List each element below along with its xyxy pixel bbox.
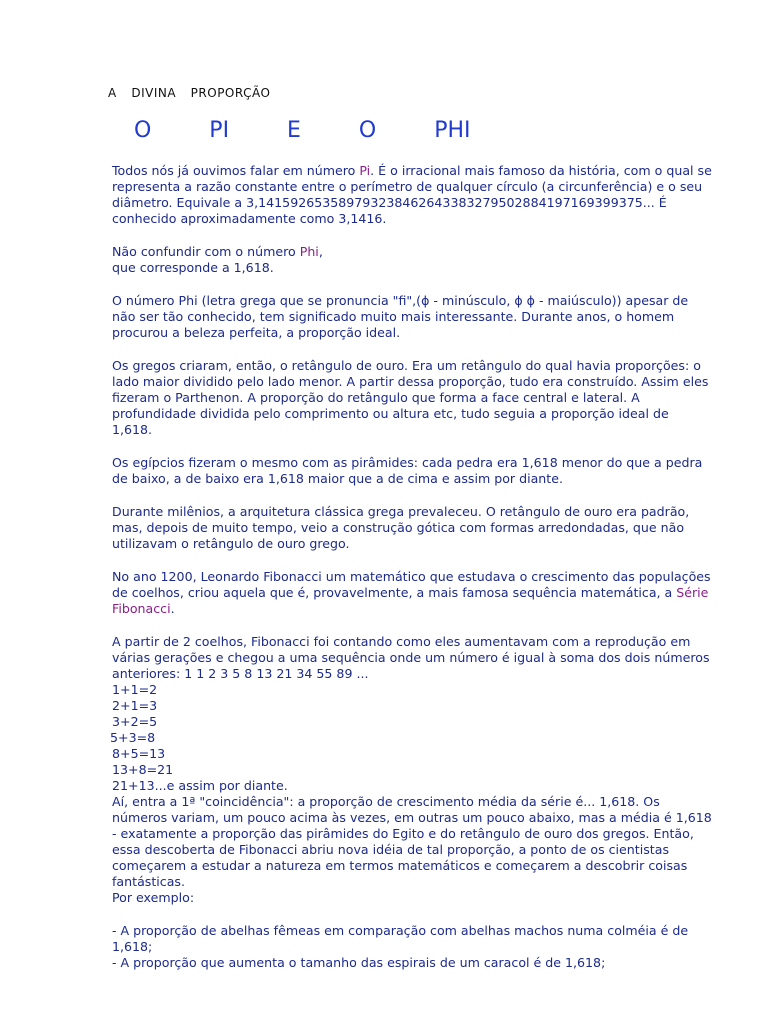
paragraph-greeks: Os gregos criaram, então, o retângulo de ouro. Era um retângulo do qual havia proporções: o lado maior dividido pelo lado menor. A partir dessa proporção, tudo era construído. Assim eles fizeram o Parthenon. A proporção do retângulo que forma a face central e lateral. A profundidade dividida pelo comprimento ou altura etc, tudo seguia a proporção ideal de 1,618. bbox=[112, 358, 709, 437]
sum-line: 13+8=21 bbox=[112, 762, 174, 777]
sum-line: 1+1=2 bbox=[112, 682, 158, 697]
paragraph-pi: Todos nós já ouvimos falar em número Pi. É o irracional mais famoso da história, com o qual se representa a razão constante entre o perímetro de qualquer círculo (a circunferência) e o seu diâmetro. Equivale a 3,1415926535897932384626433832795028841971693993​75... É conhecido aproximadamente como 3,1416. bbox=[112, 163, 712, 226]
paragraph-phi-letter: O número Phi (letra grega que se pronuncia "fi",(ϕ - minúsculo, ϕ ϕ - maiúsculo)) apesar de não ser tão conhecido, tem significado muito mais interessante. Durante anos, o homem procurou a beleza perfeita, a proporção ideal. bbox=[112, 293, 689, 340]
examples-list bbox=[112, 923, 712, 971]
document-body bbox=[112, 163, 712, 971]
paragraph-rabbits: A partir de 2 coelhos, Fibonacci foi contando como eles aumentavam com a reprodução em várias gerações e chegou a uma sequência onde um número é igual à soma dos dois números anteriores: 1 1 2 3 5 8 13 21 34 55 89 ... bbox=[112, 634, 710, 681]
paragraph-egyptians: Os egípcios fizeram o mesmo com as pirâmides: cada pedra era 1,618 menor do que a pedra de baixo, a de baixo era 1,618 maior que a de cima e assim por diante. bbox=[112, 455, 703, 486]
fibonacci-sums bbox=[112, 682, 712, 794]
sum-line: 3+2=5 bbox=[112, 714, 158, 729]
list-item: - A proporção de abelhas fêmeas em comparação com abelhas machos numa colméia é de 1,618; bbox=[112, 923, 689, 954]
sum-line: 5+3=8 bbox=[110, 730, 156, 745]
paragraph-fibonacci: No ano 1200, Leonardo Fibonacci um matemático que estudava o crescimento das populações de coelhos, criou aquela que é, provavelmente, a mais famosa sequência matemática, a Série Fibonacci. bbox=[112, 569, 711, 616]
paragraph-coincidence: Aí, entra a 1ª "coincidência": a proporção de crescimento média da série é... 1,618. Os números variam, um pouco acima às vezes, em outras um pouco abaixo, mas a média é 1,618 - exatamente a proporção das pirâmides do Egito e do retângulo de ouro dos gregos. Então, essa descoberta de Fibonacci abriu nova idéia de tal proporção, a ponto de os cientistas começarem a estudar a natureza em termos matemáticos e começarem a descobrir coisas fantásticas. bbox=[112, 794, 712, 889]
serie-fibonacci-highlight: Série Fibonacci bbox=[112, 585, 709, 616]
sum-line: 8+5=13 bbox=[112, 746, 166, 761]
list-item: - A proporção que aumenta o tamanho das espirais de um caracol é de 1,618; bbox=[112, 955, 606, 970]
document-header: A DIVINA PROPORÇÃO bbox=[108, 86, 271, 100]
sum-line: 21+13...e assim por diante. bbox=[112, 778, 288, 793]
sum-line: 2+1=3 bbox=[112, 698, 158, 713]
document-title: O PI E O PHI bbox=[134, 118, 471, 143]
paragraph-gothic: Durante milênios, a arquitetura clássica grega prevaleceu. O retângulo de ouro era padrão, mas, depois de muito tempo, veio a construção gótica com formas arredondadas, que não utilizavam o retângulo de ouro grego. bbox=[112, 504, 690, 551]
pi-highlight: Pi bbox=[359, 163, 371, 178]
phi-highlight: Phi bbox=[299, 244, 319, 259]
paragraph-phi: Não confundir com o número Phi, que corresponde a 1,618. bbox=[112, 244, 323, 275]
paragraph-example-label: Por exemplo: bbox=[112, 890, 195, 905]
